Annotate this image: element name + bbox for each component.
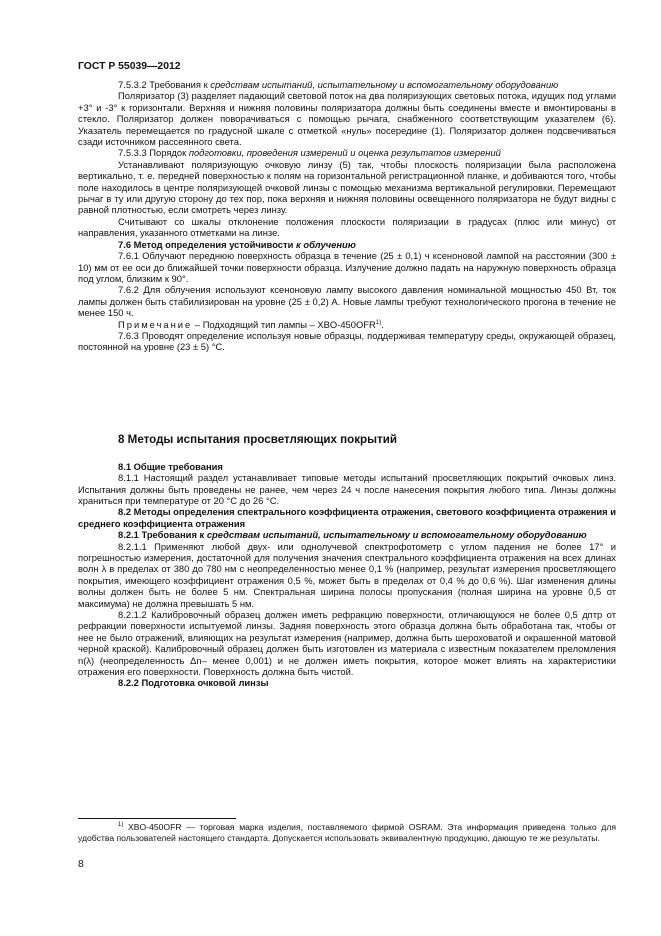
section-gap-small bbox=[78, 447, 616, 461]
clause-7-6-heading: 7.6 Метод определения устойчивости к облучению bbox=[118, 238, 356, 250]
note-lamp-type: Примечание – Подходящий тип лампы – XBO-450OFR$^{1)}$. bbox=[118, 318, 384, 330]
paragraph-readout: Считывают со шкалы отклонение положения плоскости поляризации в градусах (плюс или минус) от направления, указанного отметками на линзе. bbox=[78, 215, 616, 239]
section-gap bbox=[78, 353, 616, 433]
clause-8-2-1-1: 8.2.1.1 Применяют любой двух- или однолучевой спектрофотометр с углом падения не более 17° и погрешностью измерения, достаточной для получения значения спектрального коэффициента отражения на всех длинах волн λ в пределах от 380 до 780 нм с неопределенностью менее 0,1 % (например, результат измерения просветляющего покрытия, имеющего коэффициент отражения 0,5 %, может быть в пределах от 0,4 % до 0,6 %). Шаг изменения длины волны должен быть не более 5 нм. Спектральная ширина полосы пропускания (полная ширина на уровне 0,5 от максимума) не должна превышать 5 нм. bbox=[78, 540, 616, 609]
clause-7-5-3-2: 7.5.3.2 Требования к средствам испытаний, испытательному и вспомогательному оборудованию bbox=[118, 79, 559, 90]
section-8-heading: 8 Методы испытания просветляющих покрытий bbox=[118, 432, 397, 446]
clause-8-2-2-heading: 8.2.2 Подготовка очковой линзы bbox=[118, 677, 269, 689]
clause-8-1-1: 8.1.1 Настоящий раздел устанавливает типовые методы испытаний просветляющих покрытий очковых линз. Испытания должны быть проведены не ранее, чем через 24 ч после нанесения покрытия любого типа. Линзы должны храниться при температуре от 20 °C до 26 °C. bbox=[78, 472, 616, 506]
clause-8-1-heading: 8.1 Общие требования bbox=[118, 460, 223, 472]
document-header: ГОСТ Р 55039—2012 bbox=[78, 61, 181, 72]
footnote-separator bbox=[78, 818, 236, 819]
page-number: 8 bbox=[78, 859, 84, 870]
clause-8-2-1-2: 8.2.1.2 Калибровочный образец должен иметь рефракцию поверхности, отличающуюся не более 0,5 дптр от рефракции поверхности испытуемой линзы. Задняя поверхность этого образца должна быть обработана так, чтобы от нее не было отражений, влияющих на результат измерения (например, должна быть шероховатой и окрашенной матовой черной краской). Калибровочный образец должен быть изготовлен из материала с известным показателем преломления n(λ) (неопределенность Δn– менее 0,001) и не должен иметь покрытия, которое может влиять на характеристики отражения его поверхности. Поверхность должна быть чистой. bbox=[78, 609, 616, 678]
clause-7-6-1: 7.6.1 Облучают переднюю поверхность образца в течение (25 ± 0,1) ч ксеноновой лампой на расстоянии (300 ± 10) мм от ее оси до ближайшей точки поверхности образца. Излучение должно падать на наружную поверхность образца под углом, близким к 90°. bbox=[78, 250, 616, 284]
footnote-ref[interactable]: 1) bbox=[375, 319, 382, 326]
page-body bbox=[78, 79, 616, 689]
paragraph-polarizer: Поляризатор (3) разделяет падающий световой поток на два поляризующих световых потока, идущих под углами +3° и -3° к горизонтали. Верхняя и нижняя половины поляризатора должны быть соединены вместе и вмонтированы в стекло. Поляризатор должен поворачиваться с помощью рычага, снабженного соответствующим указателем (6). Указатель перемещается по градусной шкале с отметкой «нуль» посередине (1). Поляризатор должен подсвечиваться сзади источником рассеянного света. bbox=[78, 90, 616, 148]
clause-7-6-2: 7.6.2 Для облучения используют ксеноновую лампу высокого давления номинальной мощностью 450 Вт, ток лампы должен быть стабилизирован на уровне (25 ± 0,2) А. Новые лампы требуют технологического прогона в течение не менее 150 ч. bbox=[78, 284, 616, 319]
clause-8-2-1-heading: 8.2.1 Требования к средствам испытаний, испытательному и вспомогательному оборудованию bbox=[118, 529, 587, 541]
clause-7-6-3: 7.6.3 Проводят определение используя новые образцы, поддерживая температуру среды, окружающей образец, постоянной на уровне (23 ± 5) °C. bbox=[78, 329, 616, 353]
footnote: $^{1)}$ XBO-450OFR — торговая марка изделия, поставляемого фирмой OSRAM. Эта информация приведена только для удобства пользователей настоящего стандарта. Допускается использовать эквивалентную продукцию, дающую те же результаты. bbox=[78, 822, 616, 843]
paragraph-setup: Устанавливают поляризующую очковую линзу (5) так, чтобы плоскость поляризации была расположена вертикально, т. е. передней поверхностью к полям на горизонтальной регистрационной планке, и добиваются того, чтобы поле находилось в центре поляризующей очковой линзы с помощью механизма вертикальной регулировки. Перемещают рычаг в ту или другую сторону до тех пор, пока верхняя и нижняя половины освещенного поляризатора не будут видны с равной плотностью, если смотреть через линзу. bbox=[78, 158, 616, 216]
clause-8-2-heading: 8.2 Методы определения спектрального коэффициента отражения, светового коэффициента отражения и среднего коэффициента отражения bbox=[78, 506, 616, 529]
clause-7-5-3-3: 7.5.3.3 Порядок подготовки, проведения измерений и оценка результатов измерений bbox=[118, 147, 501, 159]
